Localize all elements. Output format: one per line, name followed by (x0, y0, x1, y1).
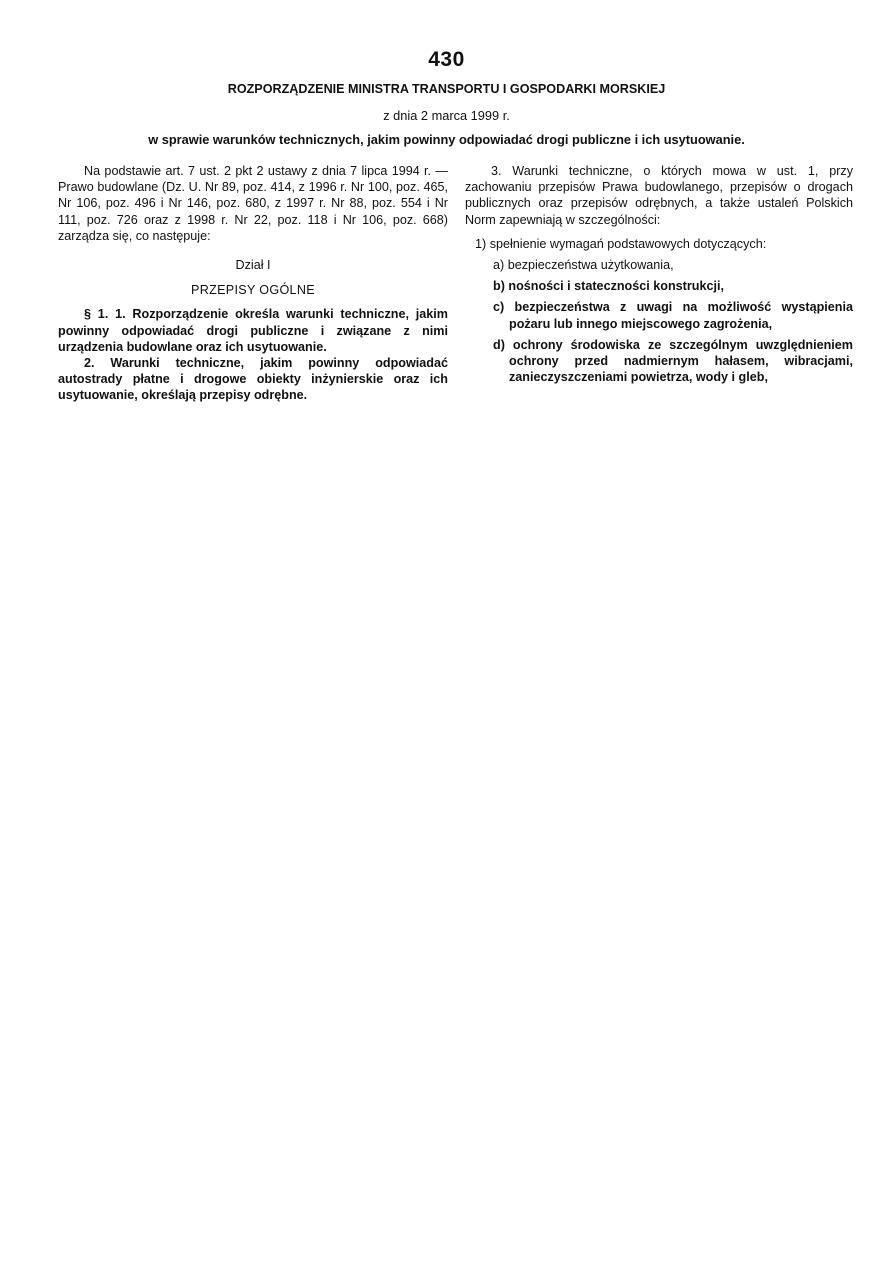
clause-3: 3. Warunki techniczne, o których mowa w ust. 1, przy zachowaniu przepisów Prawa budowlanego, przepisów o drogach publicznych oraz przepisów odrębnych, a także ustaleń Polskich Norm zapewniają w szczególności: (465, 164, 853, 227)
list-subitem-d: d) ochrony środowiska ze szczególnym uwzględnieniem ochrony przed nadmiernym hałasem, wibracjami, zanieczyszczeniami powietrza, wody i gleb, (493, 337, 853, 385)
list-subitem-b: b) nośności i stateczności konstrukcji, (493, 279, 724, 294)
document-title: ROZPORZĄDZENIE MINISTRA TRANSPORTU I GOSPODARKI MORSKIEJ (227, 82, 666, 96)
right-column (465, 163, 853, 385)
list-subitem-a: a) bezpieczeństwa użytkowania, (493, 258, 674, 273)
section-heading: PRZEPISY OGÓLNE (191, 283, 315, 298)
document-date: z dnia 2 marca 1999 r. (383, 108, 510, 123)
paragraph-1-clause-2: 2. Warunki techniczne, jakim powinny odpowiadać autostrady płatne i drogowe obiekty inżynierskie oraz ich usytuowanie, określają przepisy odrębne. (58, 356, 448, 403)
list-subitem-c: c) bezpieczeństwa z uwagi na możliwość wystąpienia pożaru lub innego miejscowego zagrożenia, (493, 300, 853, 331)
preamble-paragraph: Na podstawie art. 7 ust. 2 pkt 2 ustawy z dnia 7 lipca 1994 r. — Prawo budowlane (Dz. U. Nr 89, poz. 414, z 1996 r. Nr 100, poz. 465, Nr 106, poz. 496 i Nr 146, poz. 680, z 1997 r. Nr 88, poz. 554 i Nr 111, poz. 726 oraz z 1998 r. Nr 22, poz. 118 i Nr 106, poz. 668) zarządza się, co następuje: (58, 164, 448, 243)
document-subject: w sprawie warunków technicznych, jakim powinny odpowiadać drogi publiczne i ich usytuowanie. (148, 132, 745, 147)
page-number: 430 (428, 48, 465, 71)
left-column (58, 163, 448, 404)
paragraph-1-clause-1: § 1. 1. Rozporządzenie określa warunki techniczne, jakim powinny odpowiadać drogi publiczne i związane z nimi urządzenia budowlane oraz ich usytuowanie. (58, 307, 448, 354)
list-item-1: 1) spełnienie wymagań podstawowych dotyczących: (475, 236, 767, 251)
division-heading: Dział I (235, 258, 271, 273)
